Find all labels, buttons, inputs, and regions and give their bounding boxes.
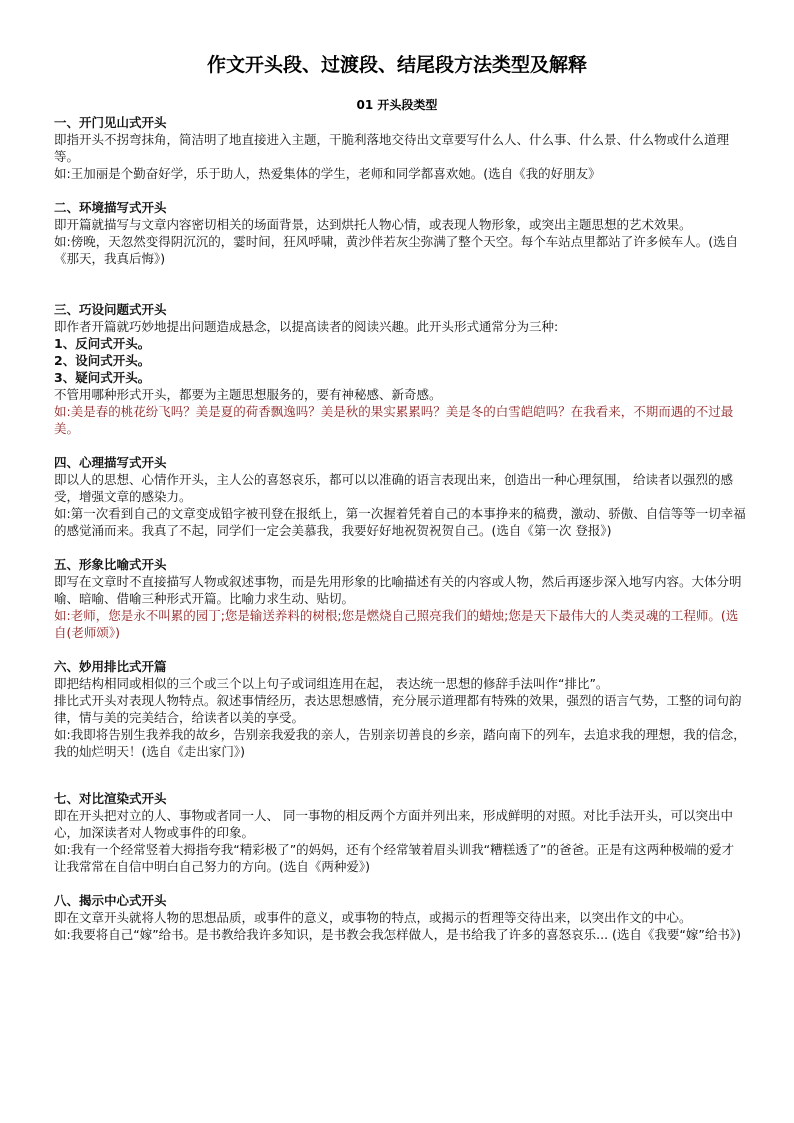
section-heading: 四、心理描写式开头 — [54, 455, 167, 470]
section-heading: 八、揭示中心式开头 — [54, 893, 167, 908]
section-heading: 七、对比渲染式开头 — [54, 791, 167, 806]
section-example: 如:傍晚，天忽然变得阴沉沉的，霎时间，狂风呼啸，黄沙伴若灰尘弥满了整个天空。每个车站点里都站了许多候车人。(选自《那天，我真后悔》) — [54, 234, 739, 266]
section-example: 如:第一次看到自己的文章变成铅字被刊登在报纸上，第一次握着凭着自己的本事挣来的稿费，激动、骄傲、自信等等一切幸福的感觉涌而来。我真了不起，同学们一定会美慕我，我要好好地祝贺祝贺自己。(选自《第一次 登报》) — [54, 506, 746, 538]
section-example: 如:我有一个经常竖着大拇指夸我“精彩极了”的妈妈，还有个经常皱着眉头训我“糟糕透了”的爸爸。正是有这两种极端的爱才让我常常在自信中明白自己努力的方向。(选自《两种爱》) — [54, 842, 735, 874]
list-item: 3、疑问式开头。 — [54, 370, 151, 385]
section-description-2: 排比式开头对表现人物特点。叙述事情经历，表达思想感情，充分展示道理都有特殊的效果，强烈的语言气势，工整的词句韵律，情与美的完美结合，给读者以美的享受。 — [54, 693, 742, 725]
section-description: 即在文章开头就将人物的思想品质，或事件的意义，或事物的特点，或揭示的哲理等交待出来，以突出作文的中心。 — [54, 910, 692, 925]
section-description: 即作者开篇就巧妙地提出问题造成悬念，以提高读者的阅读兴趣。此开头形式通常分为三种: — [54, 319, 559, 334]
section-description: 即以人的思想、心情作开头，主人公的喜怒哀乐，都可以以准确的语言表现出来，创造出一种心理氛围， 给读者以强烈的感受，增强文章的感染力。 — [54, 472, 733, 504]
section-example: 如:我即将告别生我养我的故乡，告别亲我爱我的亲人，告别亲切善良的乡亲，踏向南下的列车，去追求我的理想，我的信念，我的灿烂明天！(选自《走出家门》) — [54, 727, 746, 759]
section-example: 如:我要将自己“嫁”给书。是书教给我许多知识，是书教会我怎样做人，是书给我了许多的喜怒哀乐... (选自《我要“嫁”给书》) — [54, 927, 742, 942]
section-description: 即把结构相同或相似的三个或三个以上句子或词组连用在起， 表达统一思想的修辞手法叫作“排比”。 — [54, 676, 609, 691]
section-subtitle: 01 开头段类型 — [356, 98, 438, 112]
section-note: 不管用哪种形式开头，都要为主题思想服务的，要有神秘感、新奇感。 — [54, 387, 442, 402]
document-title: 作文开头段、过渡段、结尾段方法类型及解释 — [206, 54, 587, 76]
document-body — [54, 114, 746, 943]
section-example: 如:美是春的桃花纷飞吗？美是夏的荷香飘逸吗？美是秋的果实累累吗？美是冬的白雪皑皑吗？在我看来，不期而遇的不过最美。 — [54, 404, 734, 436]
section-description: 即开篇就描写与文章内容密切相关的场面背景，达到烘托人物心情，或表现人物形象，或突出主题思想的艺术效果。 — [54, 217, 692, 232]
list-item: 2、设问式开头。 — [54, 353, 151, 368]
section-heading: 一、开门见山式开头 — [54, 115, 167, 130]
section-heading: 五、形象比喻式开头 — [54, 557, 167, 572]
section-heading: 三、巧设问题式开头 — [54, 302, 167, 317]
section-description: 即指开头不拐弯抹角，简洁明了地直接进入主题，干脆利落地交待出文章要写什么人、什么事、什么景、什么物或什么道理等。 — [54, 132, 730, 164]
section-description: 即写在文章时不直接描写人物或叙述事物，而是先用形象的比喻描述有关的内容或人物，然后再逐步深入地写内容。大体分明喻、暗喻、借喻三种形式开篇。比喻力求生动、贴切。 — [54, 574, 742, 606]
section-description: 即在开头把对立的人、事物或者同一人、 同一事物的相反两个方面并列出来，形成鲜明的对照。对比手法开头，可以突出中心，加深读者对人物或事件的印象。 — [54, 808, 733, 840]
section-example: 如:王加丽是个勤奋好学，乐于助人，热爱集体的学生，老师和同学都喜欢她。(选自《我的好朋友》 — [54, 166, 601, 181]
section-heading: 六、妙用排比式开篇 — [54, 659, 167, 674]
section-example: 如:老师，您是永不叫累的园丁;您是输送养料的树根;您是燃烧自己照亮我们的蜡烛;您是天下最伟大的人类灵魂的工程师。(选自(老师颂》) — [54, 608, 739, 640]
section-heading: 二、环境描写式开头 — [54, 200, 167, 215]
list-item: 1、反问式开头。 — [54, 336, 151, 351]
